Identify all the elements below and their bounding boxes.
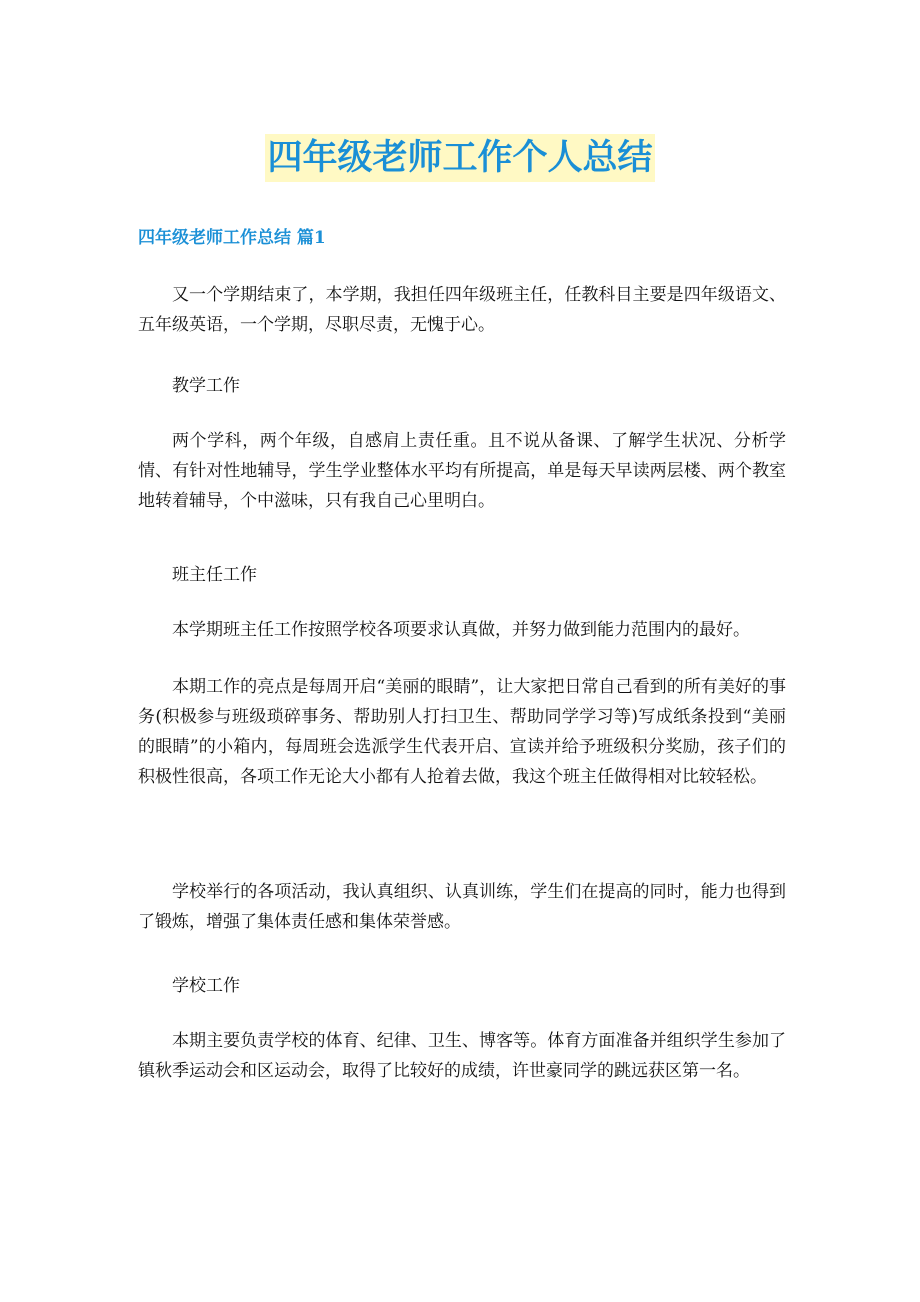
paragraph-intro [138,280,786,340]
paragraph-class-teacher [138,615,786,645]
document-title: 四年级老师工作个人总结 [265,134,654,182]
subheading-teaching [138,371,786,401]
subheading-school [138,971,786,1001]
paragraph-text: 本期主要负责学校的体育、纪律、卫生、博客等。体育方面准备并组织学生参加了镇秋季运动会和区运动会，取得了比较好的成绩，许世豪同学的跳远获区第一名。 [138,1031,786,1081]
paragraph-text: 本学期班主任工作按照学校各项要求认真做，并努力做到能力范围内的最好。 [172,620,750,640]
paragraph-teaching [138,426,786,516]
title-container [0,134,920,182]
subheading-class-teacher [138,560,786,590]
subheading-text: 班主任工作 [172,565,257,585]
paragraph-text: 学校举行的各项活动，我认真组织、认真训练，学生们在提高的同时，能力也得到了锻炼，增强了集体责任感和集体荣誉感。 [138,882,786,932]
section-heading: 四年级老师工作总结 篇1 [138,228,326,248]
paragraph-highlight [138,672,786,792]
paragraph-activities [138,877,786,937]
paragraph-text: 两个学科，两个年级，自感肩上责任重。且不说从备课、了解学生状况、分析学情、有针对性地辅导，学生学业整体水平均有所提高，单是每天早读两层楼、两个教室地转着辅导，个中滋味，只有我自己心里明白。 [138,431,786,511]
subheading-text: 教学工作 [172,376,240,396]
paragraph-school [138,1026,786,1086]
subheading-text: 学校工作 [172,976,240,996]
paragraph-text: 又一个学期结束了，本学期，我担任四年级班主任，任教科目主要是四年级语文、五年级英语，一个学期，尽职尽责，无愧于心。 [138,285,786,335]
paragraph-text: 本期工作的亮点是每周开启“美丽的眼睛”，让大家把日常自己看到的所有美好的事务(积极参与班级琐碎事务、帮助别人打扫卫生、帮助同学学习等)写成纸条投到“美丽的眼睛”的小箱内，每周班会选派学生代表开启、宣读并给予班级积分奖励，孩子们的积极性很高，各项工作无论大小都有人抢着去做，我这个班主任做得相对比较轻松。 [138,677,786,787]
